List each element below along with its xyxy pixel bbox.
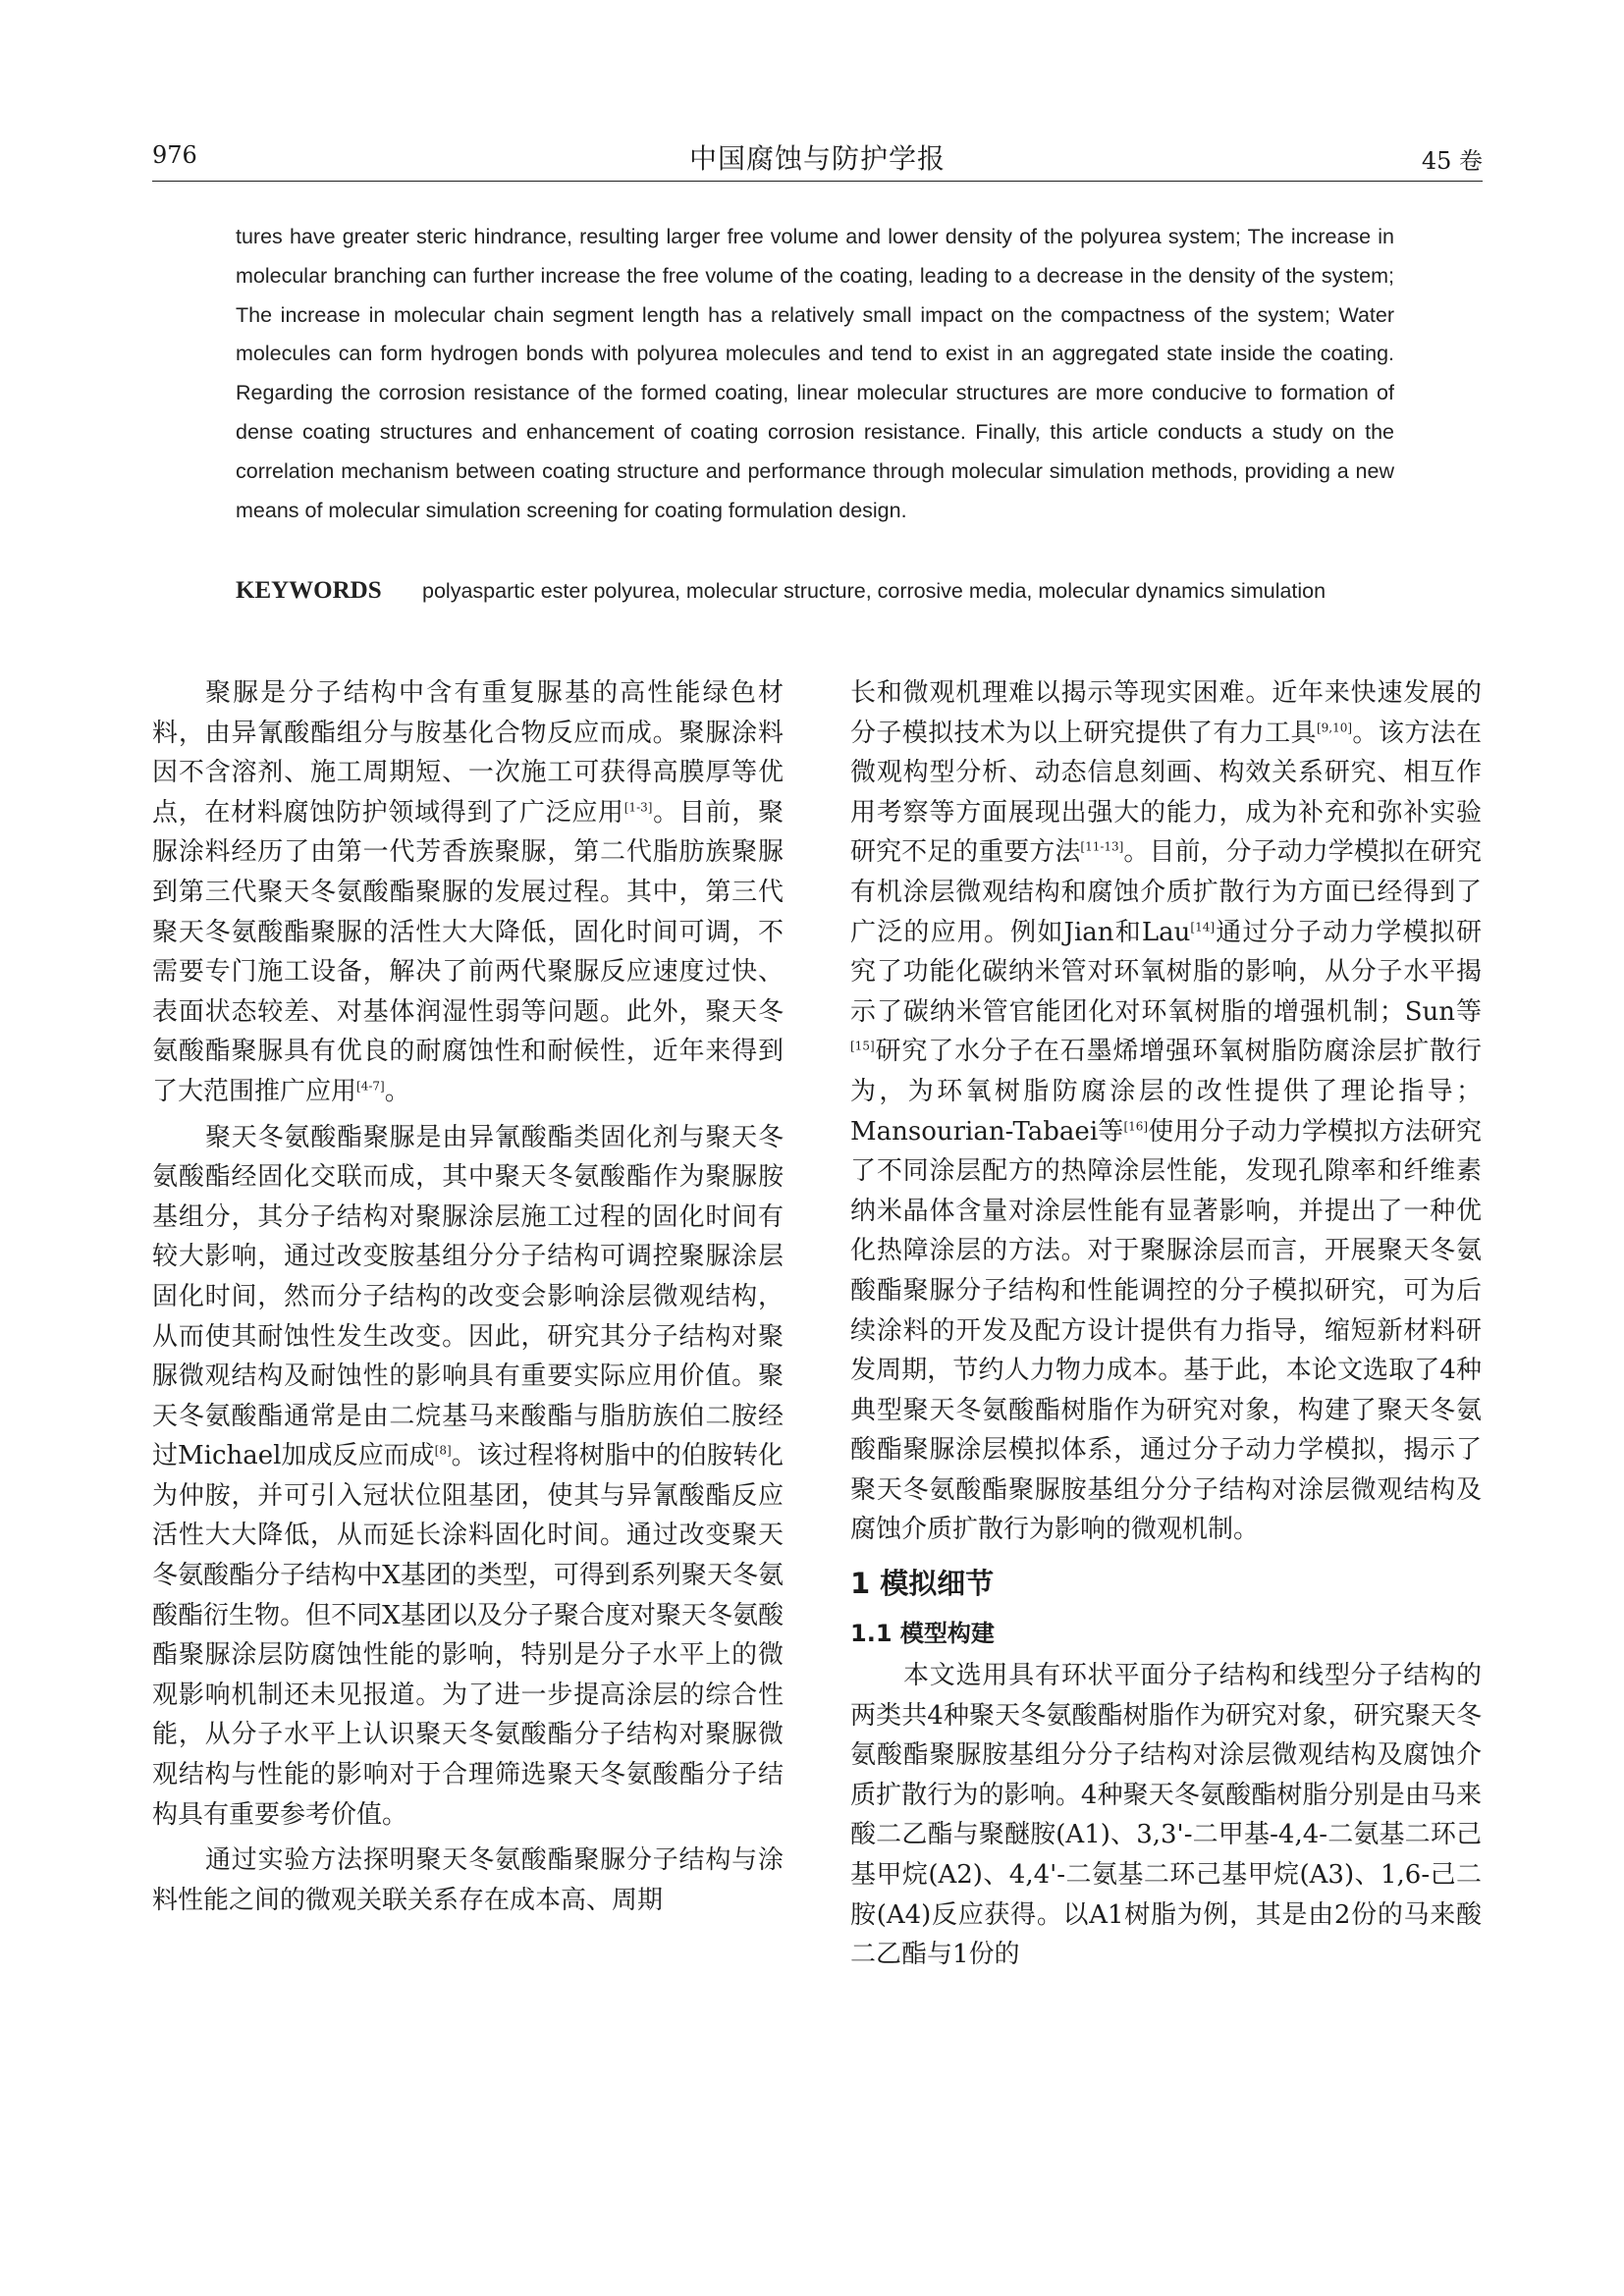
body-text: 。	[384, 1076, 410, 1106]
section-heading: 1 模拟细节	[850, 1567, 995, 1601]
body-text: 聚天冬氨酸酯聚脲是由异氰酸酯类固化剂与聚天冬氨酸酯经固化交联而成，其中聚天冬氨酸酯作为聚脲胺基组分，其分子结构对聚脲涂层施工过程的固化时间有较大影响，通过改变胺基组分分子结构可调控聚脲涂层固化时间，然而分子结构的改变会影响涂层微观结构，从而使其耐蚀性发生改变。因此，研究其分子结构对聚脲微观结构及耐蚀性的影响具有重要实际应用价值。聚天冬氨酸酯通常是由二烷基马来酸酯与脂肪族伯二胺经过Michael加成反应而成	[152, 1122, 784, 1471]
right-column	[850, 673, 1482, 1981]
abstract-continuation	[236, 218, 1394, 530]
running-header	[152, 135, 1483, 182]
body-text: 。该方法在微观构型分析、动态信息刻画、构效关系研究、相互作用考察等方面展现出强大的能力，成为补充和弥补实验研究不足的重要方法	[850, 718, 1482, 868]
intro-paragraph-2	[152, 1118, 784, 1836]
citation[interactable]: [14]	[1190, 919, 1216, 934]
citation[interactable]: [11-13]	[1080, 839, 1124, 854]
intro-paragraph-1	[152, 673, 784, 1112]
left-column	[152, 673, 784, 1926]
journal-title: 中国腐蚀与防护学报	[688, 142, 946, 175]
body-text: 。目前，聚脲涂料经历了由第一代芳香族聚脲，第二代脂肪族聚脲到第三代聚天冬氨酸酯聚脲的发展过程。其中，第三代聚天冬氨酸酯聚脲的活性大大降低，固化时间可调，不需要专门施工设备，解决了前两代聚脲反应速度过快、表面状态较差、对基体润湿性弱等问题。此外，聚天冬氨酸酯聚脲具有优良的耐腐蚀性和耐候性，近年来得到了大范围推广应用	[152, 797, 784, 1106]
body-text: 通过实验方法探明聚天冬氨酸酯聚脲分子结构与涂料性能之间的微观关联关系存在成本高、周期	[152, 1845, 784, 1915]
body-text: 研究了水分子在石墨烯增强环氧树脂防腐涂层扩散行为，为环氧树脂防腐涂层的改性提供了理论指导；Mansourian-Tabaei等	[850, 1037, 1482, 1147]
citation[interactable]: [1-3]	[623, 800, 653, 815]
citation[interactable]: [4-7]	[356, 1079, 385, 1094]
body-text: 通过分子动力学模拟研究了功能化碳纳米管对环氧树脂的影响，从分子水平揭示了碳纳米管官能团化对环氧树脂的增强机制；Sun等	[850, 917, 1482, 1027]
body-text: 聚脲是分子结构中含有重复脲基的高性能绿色材料，由异氰酸酯组分与胺基化合物反应而成。聚脲涂料因不含溶剂、施工周期短、一次施工可获得高膜厚等优点，在材料腐蚀防护领域得到了广泛应用	[152, 678, 784, 828]
keywords-label: KEYWORDS	[236, 577, 382, 604]
intro-paragraph-3	[152, 1841, 784, 1920]
keywords-text: polyaspartic ester polyurea, molecular structure, corrosive media, molecular dynamics simulation	[422, 579, 1326, 603]
intro-paragraph-3-continued	[850, 673, 1482, 1550]
body-text: 。目前，分子动力学模拟在研究有机涂层微观结构和腐蚀介质扩散行为方面已经得到了广泛的应用。例如Jian和Lau	[850, 837, 1482, 947]
volume-label: 45 卷	[1421, 147, 1483, 175]
citation[interactable]: [8]	[434, 1443, 452, 1458]
keywords-block	[236, 575, 1394, 607]
citation[interactable]: [16]	[1123, 1118, 1149, 1133]
body-text: 本文选用具有环状平面分子结构和线型分子结构的两类共4种聚天冬氨酸酯树脂作为研究对象，研究聚天冬氨酸酯聚脲胺基组分分子结构对涂层微观结构及腐蚀介质扩散行为的影响。4种聚天冬氨酸酯树脂分别是由马来酸二乙酯与聚醚胺(A1)、3,3'-二甲基-4,4-二氨基二环己基甲烷(A2)、4,4'-二氨基二环己基甲烷(A3)、1,6-己二胺(A4)反应获得。以A1树脂为例，其是由2份的马来酸二乙酯与1份的	[850, 1661, 1482, 1970]
abstract-text: tures have greater steric hindrance, resulting larger free volume and lower density of the polyurea system; The increase in molecular branching can further increase the free volume of the coating, leading to a decrease in the density of the system; The increase in molecular chain segment length has a relatively small impact on the compactness of the system; Water molecules can form hydrogen bonds with polyurea molecules and tend to exist in an aggregated state inside the coating. Regarding the corrosion resistance of the formed coating, linear molecular structures are more conducive to formation of dense coating structures and enhancement of coating corrosion resistance. Finally, this article conducts a study on the correlation mechanism between coating structure and performance through molecular simulation methods, providing a new means of molecular simulation screening for coating formulation design.	[236, 225, 1394, 522]
citation[interactable]: [9,10]	[1316, 720, 1353, 734]
subsection-heading: 1.1 模型构建	[850, 1620, 995, 1648]
page-number: 976	[152, 141, 197, 169]
body-text: 使用分子动力学模拟方法研究了不同涂层配方的热障涂层性能，发现孔隙率和纤维素纳米晶体含量对涂层性能有显著影响，并提出了一种优化热障涂层的方法。对于聚脲涂层而言，开展聚天冬氨酸酯聚脲分子结构和性能调控的分子模拟研究，可为后续涂料的开发及配方设计提供有力指导，缩短新材料研发周期，节约人力物力成本。基于此，本论文选取了4种典型聚天冬氨酸酯树脂作为研究对象，构建了聚天冬氨酸酯聚脲涂层模拟体系，通过分子动力学模拟，揭示了聚天冬氨酸酯聚脲胺基组分分子结构对涂层微观结构及腐蚀介质扩散行为影响的微观机制。	[850, 1116, 1482, 1545]
body-text: 。该过程将树脂中的伯胺转化为仲胺，并可引入冠状位阻基团，使其与异氰酸酯反应活性大大降低，从而延长涂料固化时间。通过改变聚天冬氨酸酯分子结构中X基团的类型，可得到系列聚天冬氨酸酯衍生物。但不同X基团以及分子聚合度对聚天冬氨酸酯聚脲涂层防腐蚀性能的影响，特别是分子水平上的微观影响机制还未见报道。为了进一步提高涂层的综合性能，从分子水平上认识聚天冬氨酸酯分子结构对聚脲微观结构与性能的影响对于合理筛选聚天冬氨酸酯分子结构具有重要参考价值。	[152, 1441, 784, 1830]
citation[interactable]: [15]	[850, 1039, 875, 1053]
methods-paragraph-1	[850, 1656, 1482, 1975]
body-text: 长和微观机理难以揭示等现实困难。近年来快速发展的分子模拟技术为以上研究提供了有力工具	[850, 678, 1482, 748]
